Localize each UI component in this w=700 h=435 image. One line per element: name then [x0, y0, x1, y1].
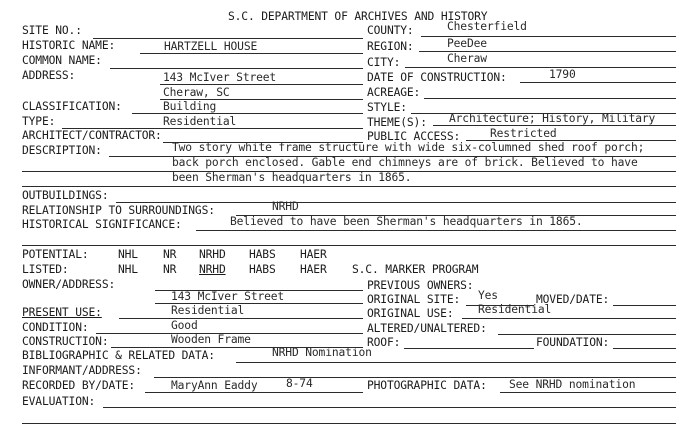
listed-nrhd-underlined: NRHD — [199, 263, 226, 276]
listed-habs: HABS — [249, 263, 276, 276]
label-original-site: ORIGINAL SITE: — [367, 293, 461, 306]
line-roof — [404, 348, 534, 349]
label-bibliographic: BIBLIOGRAPHIC & RELATED DATA: — [22, 349, 215, 362]
potential-haer: HAER — [300, 248, 327, 261]
label-outbuildings: OUTBUILDINGS: — [22, 189, 109, 202]
value-public-access: Restricted — [490, 127, 557, 140]
value-recorded-by: MaryAnn Eaddy — [171, 379, 258, 392]
line-city — [405, 67, 676, 68]
label-address: ADDRESS: — [22, 69, 76, 82]
value-date-of-construction: 1790 — [549, 68, 576, 81]
value-recorded-date: 8-74 — [286, 377, 313, 390]
line-historical-significance — [196, 230, 676, 231]
value-themes: Architecture; History, Military — [449, 112, 656, 125]
value-city: Cheraw — [447, 52, 487, 65]
line-altered-unaltered — [498, 334, 676, 335]
line-historical-significance-2 — [22, 245, 676, 246]
label-listed: LISTED: — [22, 263, 69, 276]
label-site-no: SITE NO.: — [22, 24, 82, 37]
label-region: REGION: — [367, 40, 414, 53]
label-moved-date: MOVED/DATE: — [536, 293, 610, 306]
value-description-line-1: Two story white frame structure with wide six-columned shed roof porch; — [172, 141, 645, 154]
value-construction: Wooden Frame — [171, 333, 251, 346]
label-historical-significance: HISTORICAL SIGNIFICANCE: — [22, 218, 182, 231]
line-moved-date — [613, 305, 676, 306]
label-description: DESCRIPTION: — [22, 144, 102, 157]
listed-nr: NR — [163, 263, 177, 276]
label-public-access: PUBLIC ACCESS: — [367, 130, 461, 143]
listed-haer: HAER — [300, 263, 327, 276]
line-outbuildings — [116, 202, 676, 203]
line-description-3 — [22, 186, 676, 187]
label-relationship: RELATIONSHIP TO SURROUNDINGS: — [22, 204, 215, 217]
value-original-site: Yes — [478, 289, 498, 302]
label-previous-owners: PREVIOUS OWNERS: — [367, 279, 474, 292]
value-condition: Good — [171, 319, 198, 332]
form-heading: S.C. DEPARTMENT OF ARCHIVES AND HISTORY — [228, 10, 488, 23]
label-informant-address: INFORMANT/ADDRESS: — [22, 364, 142, 377]
label-type: TYPE: — [22, 115, 56, 128]
line-bibliographic — [236, 362, 676, 363]
value-region: PeeDee — [447, 37, 487, 50]
label-date-of-construction: DATE OF CONSTRUCTION: — [367, 71, 507, 84]
label-potential: POTENTIAL: — [22, 248, 89, 261]
label-construction: CONSTRUCTION: — [22, 335, 109, 348]
potential-habs: HABS — [249, 248, 276, 261]
label-original-use: ORIGINAL USE: — [367, 307, 454, 320]
line-site-no — [93, 38, 363, 39]
value-type: Residential — [163, 115, 237, 128]
potential-nrhd: NRHD — [199, 248, 226, 261]
line-classification — [132, 113, 363, 114]
line-themes — [433, 125, 676, 126]
listed-nhl: NHL — [118, 263, 138, 276]
label-architect-contractor: ARCHITECT/CONTRACTOR: — [22, 129, 162, 142]
label-owner-address: OWNER/ADDRESS: — [22, 278, 116, 291]
label-present-use: PRESENT USE: — [22, 306, 102, 319]
potential-nhl: NHL — [118, 248, 138, 261]
line-historic-name — [140, 53, 363, 54]
label-common-name: COMMON NAME: — [22, 54, 102, 67]
label-acreage: ACREAGE: — [367, 86, 421, 99]
line-common-name — [110, 68, 363, 69]
label-historic-name: HISTORIC NAME: — [22, 39, 116, 52]
line-date-of-construction — [520, 82, 676, 83]
value-address-line-2: Cheraw, SC — [163, 86, 230, 99]
value-photographic-data: See NRHD nomination — [509, 378, 636, 391]
line-address-1 — [160, 84, 363, 85]
line-original-use — [462, 318, 676, 319]
value-county: Chesterfield — [447, 20, 527, 33]
value-owner-address: 143 McIver Street — [171, 290, 285, 303]
label-roof: ROOF: — [367, 336, 401, 349]
line-photographic-data — [500, 392, 676, 393]
label-county: COUNTY: — [367, 24, 414, 37]
label-evaluation: EVALUATION: — [22, 395, 96, 408]
line-present-use — [119, 318, 363, 319]
line-acreage — [424, 98, 676, 99]
label-themes: THEME(S): — [367, 116, 427, 129]
value-classification: Building — [163, 100, 217, 113]
line-evaluation-2 — [22, 423, 676, 424]
label-photographic-data: PHOTOGRAPHIC DATA: — [367, 379, 487, 392]
value-bibliographic: NRHD Nomination — [272, 346, 372, 359]
label-condition: CONDITION: — [22, 321, 89, 334]
label-city: CITY: — [367, 56, 401, 69]
value-historical-significance: Believed to have been Sherman's headquarters in 1865. — [230, 215, 583, 228]
value-original-use: Residential — [478, 303, 552, 316]
label-recorded-by: RECORDED BY/DATE: — [22, 379, 136, 392]
label-marker-program: S.C. MARKER PROGRAM — [352, 263, 479, 276]
value-relationship: NRHD — [272, 200, 299, 213]
line-recorded-by — [145, 392, 363, 393]
value-description-line-3: been Sherman's headquarters in 1865. — [172, 171, 412, 184]
label-altered-unaltered: ALTERED/UNALTERED: — [367, 322, 487, 335]
value-historic-name: HARTZELL HOUSE — [164, 40, 258, 53]
label-foundation: FOUNDATION: — [536, 336, 610, 349]
value-address-line-1: 143 McIver Street — [163, 71, 277, 84]
potential-nr: NR — [163, 248, 177, 261]
value-present-use: Residential — [171, 304, 245, 317]
value-description-line-2: back porch enclosed. Gable end chimneys are of brick. Believed to have — [172, 156, 638, 169]
label-classification: CLASSIFICATION: — [22, 100, 122, 113]
line-foundation — [613, 348, 676, 349]
line-evaluation — [103, 407, 676, 408]
label-style: STYLE: — [367, 101, 407, 114]
